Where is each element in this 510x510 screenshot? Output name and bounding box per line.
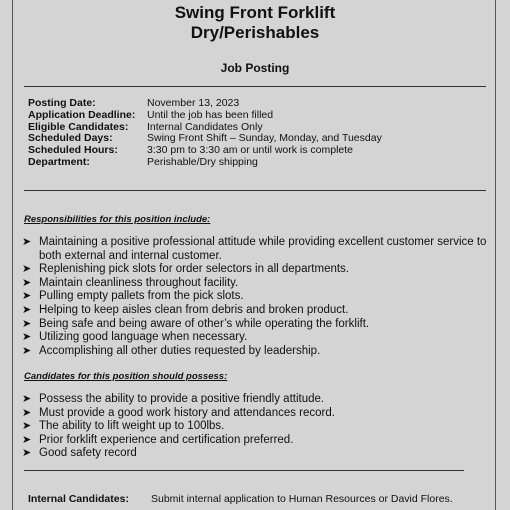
info-row-department bbox=[28, 157, 382, 169]
job-title: Swing Front Forklift bbox=[174, 3, 336, 22]
list-item: ➤ Maintaining a positive professional attitude while providing excellent customer service to both external and internal customer. bbox=[22, 236, 487, 262]
arrow-bullet-icon: ➤ bbox=[22, 236, 32, 248]
arrow-bullet-icon: ➤ bbox=[22, 303, 32, 316]
candidates-list bbox=[22, 393, 492, 461]
divider bbox=[24, 470, 464, 471]
candidates-heading-colon: : bbox=[224, 371, 228, 382]
arrow-bullet-icon: ➤ bbox=[22, 263, 32, 276]
candidates-heading-text: Candidates for this position should possess bbox=[24, 371, 225, 382]
info-value: Swing Front Shift – Sunday, Monday, and Tuesday bbox=[147, 132, 382, 145]
list-item: ➤ Must provide a good work history and attendances record. bbox=[22, 406, 335, 419]
arrow-bullet-icon: ➤ bbox=[22, 406, 32, 419]
list-item: ➤ Utilizing good language when necessary. bbox=[22, 331, 248, 344]
divider bbox=[24, 86, 486, 87]
arrow-bullet-icon: ➤ bbox=[22, 433, 32, 446]
info-label: Scheduled Hours: bbox=[28, 144, 118, 157]
info-row-application-deadline bbox=[28, 110, 382, 122]
info-label: Scheduled Days: bbox=[28, 132, 113, 145]
list-item: ➤ The ability to lift weight up to 100lbs. bbox=[22, 420, 225, 433]
info-value: Perishable/Dry shipping bbox=[147, 155, 258, 168]
info-value: Internal Candidates Only bbox=[147, 120, 263, 133]
responsibilities-heading-text: Responsibilities for this position include: bbox=[24, 214, 211, 225]
responsibilities-heading bbox=[24, 214, 210, 225]
info-value: November 13, 2023 bbox=[147, 97, 240, 109]
job-info-table bbox=[28, 98, 382, 169]
arrow-bullet-icon: ➤ bbox=[22, 393, 32, 405]
list-item: ➤ Possess the ability to provide a positive friendly attitude. bbox=[22, 393, 325, 405]
arrow-bullet-icon: ➤ bbox=[22, 344, 32, 357]
arrow-bullet-icon: ➤ bbox=[22, 290, 32, 303]
info-label: Posting Date: bbox=[28, 97, 96, 109]
list-item: ➤ Accomplishing all other duties requested by leadership. bbox=[22, 344, 321, 357]
application-instructions bbox=[28, 493, 453, 505]
responsibilities-list bbox=[22, 236, 492, 358]
arrow-bullet-icon: ➤ bbox=[22, 276, 32, 289]
info-label: Application Deadline: bbox=[28, 108, 136, 121]
list-item: ➤ Maintain cleanliness throughout facility. bbox=[22, 276, 239, 289]
arrow-bullet-icon: ➤ bbox=[22, 420, 32, 433]
divider bbox=[24, 190, 486, 191]
list-item: ➤ Replenishing pick slots for order selectors in all departments. bbox=[22, 263, 350, 276]
footer-value: Submit internal application to Human Resources or David Flores. bbox=[151, 493, 453, 505]
info-value: 3:30 pm to 3:30 am or until work is complete bbox=[147, 144, 354, 157]
list-item: ➤ Being safe and being aware of other’s while operating the forklift. bbox=[22, 317, 370, 330]
job-department-title: Dry/Perishables bbox=[190, 23, 320, 42]
job-posting-subtitle: Job Posting bbox=[220, 61, 290, 75]
list-item: ➤ Pulling empty pallets from the pick slots. bbox=[22, 290, 244, 303]
info-label: Eligible Candidates: bbox=[28, 120, 129, 133]
info-label: Department: bbox=[28, 155, 90, 168]
candidates-heading bbox=[24, 371, 227, 382]
list-item: ➤ Helping to keep aisles clean from debris and broken product. bbox=[22, 303, 349, 316]
arrow-bullet-icon: ➤ bbox=[22, 447, 32, 460]
arrow-bullet-icon: ➤ bbox=[22, 331, 32, 344]
info-value: Until the job has been filled bbox=[147, 108, 274, 121]
arrow-bullet-icon: ➤ bbox=[22, 317, 32, 330]
list-item: ➤ Prior forklift experience and certification preferred. bbox=[22, 433, 294, 446]
footer-label: Internal Candidates: bbox=[28, 493, 129, 505]
list-item: ➤ Good safety record bbox=[22, 447, 137, 460]
